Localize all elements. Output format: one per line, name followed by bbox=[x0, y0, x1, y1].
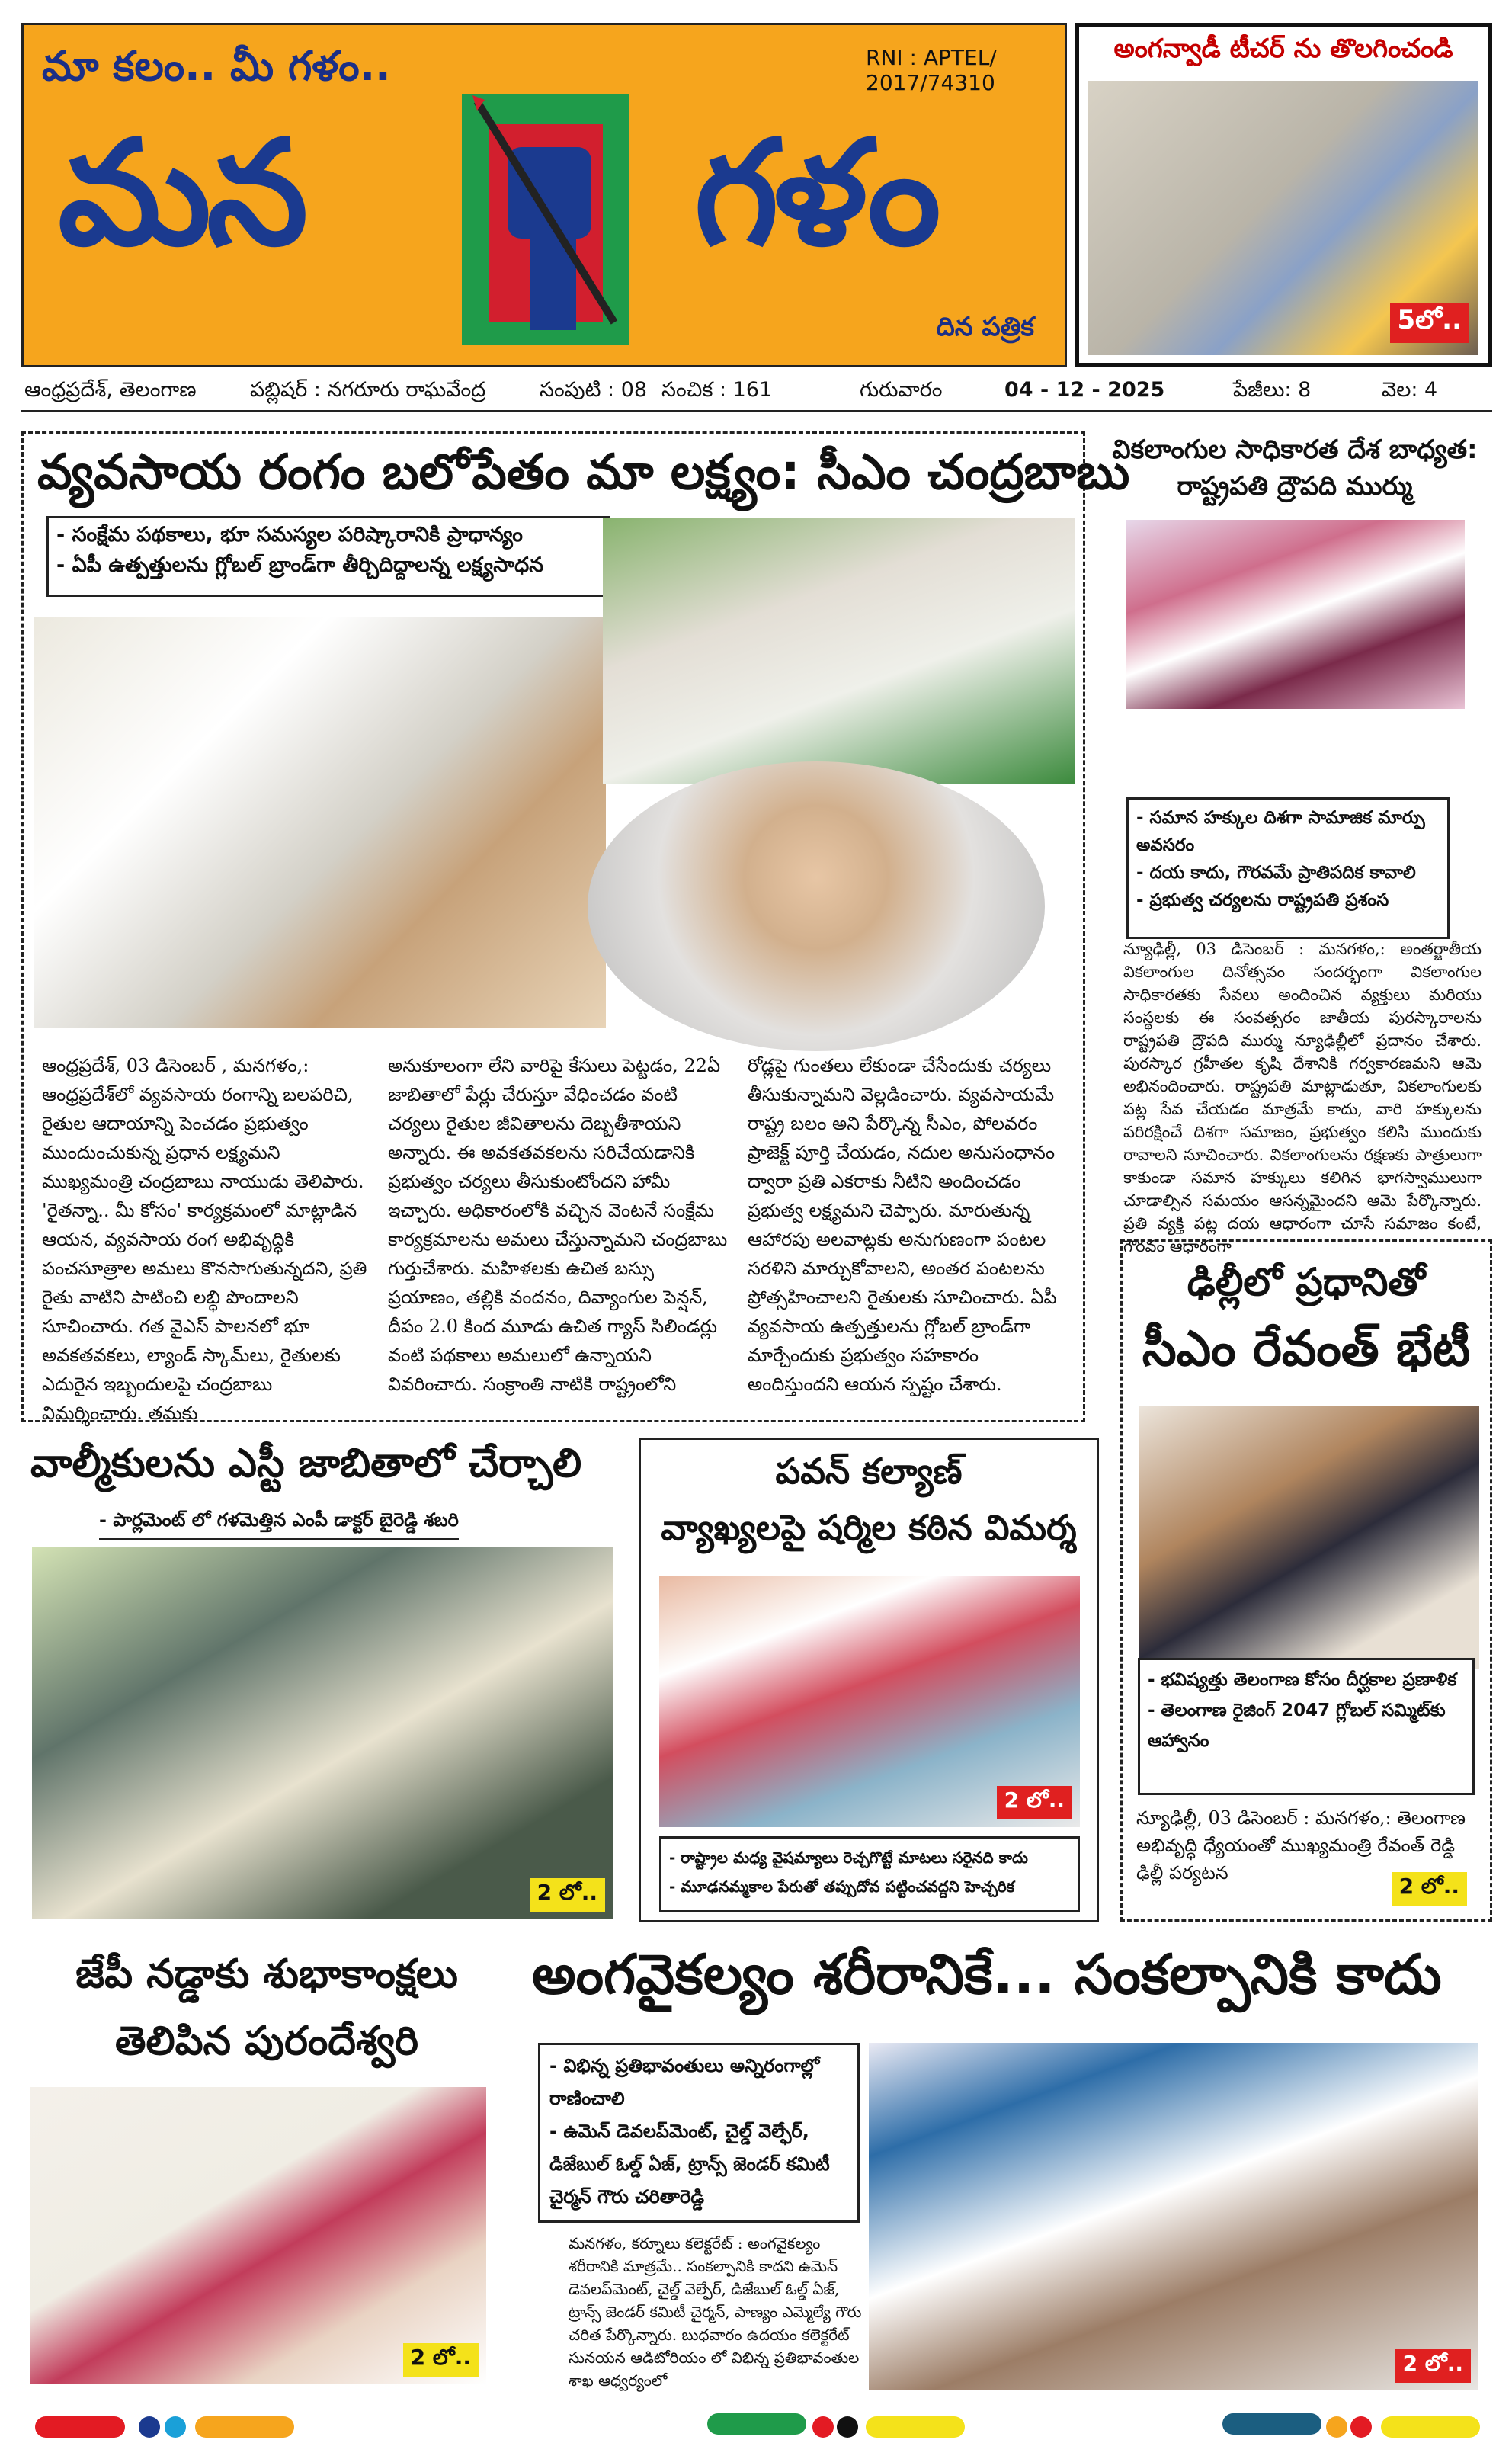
fist-pen-icon bbox=[462, 94, 629, 345]
president-photo bbox=[1126, 520, 1465, 709]
valmiki-page-ref[interactable]: 2 లో.. bbox=[530, 1878, 605, 1912]
issue-info-bar bbox=[21, 370, 1492, 412]
revanth-story bbox=[1120, 1239, 1492, 1922]
lead-body-column-3: రోడ్లపై గుంతలు లేకుండా చేసేందుకు చర్యలు తీసుకున్నామని వెల్లడించారు. వ్యవసాయమే రాష్ట్ర బలం అని పేర్కొన్న సీఎం, పోలవరం ప్రాజెక్ట్ పూర్తి చేయడం, నదుల అనుసంధానం ద్వారా ప్రతి ఎకరాకు నీటిని అందించడం ప్రభుత్వ లక్ష్యమని చెప్పారు. మారుతున్న ఆహారపు అలవాట్లకు అనుగుణంగా పంటల సరళిని మార్చుకోవాలని, అంతర పంటలను ప్రోత్సహించాలని రైతులకు సూచించారు. ఏపీ వ్యవసాయ ఉత్పత్తులను గ్లోబల్ బ్రాండ్‌గా మార్చేందుకు ప్రభుత్వం సహకారం అందిస్తుందని ఆయన స్పష్టం చేశారు. bbox=[748, 1055, 1057, 1395]
president-headline-line-1: వికలాంగుల సాధికారత దేశ బాధ్యత: bbox=[1112, 434, 1478, 465]
pawan-page-ref[interactable]: 2 లో.. bbox=[997, 1786, 1072, 1819]
president-headline[interactable] bbox=[1097, 431, 1492, 505]
footer-decor bbox=[195, 2416, 294, 2438]
footer-decor bbox=[837, 2416, 858, 2438]
nadda-headline-line-1[interactable]: జేపీ నడ్డాకు శుభాకాంక్షలు bbox=[75, 1951, 458, 1997]
revanth-page-ref[interactable]: 2 లో.. bbox=[1392, 1872, 1467, 1906]
revanth-bullet: - తెలంగాణ రైజింగ్ 2047 గ్లోబల్ సమ్మిట్‌కు ఆహ్వానం bbox=[1148, 1701, 1446, 1751]
footer-decor bbox=[707, 2413, 806, 2435]
masthead bbox=[21, 23, 1067, 367]
page-count: పేజీలు: 8 bbox=[1233, 378, 1312, 402]
lead-body-column-2: అనుకూలంగా లేని వారిపై కేసులు పెట్టడం, 22ఏ జాబితాలో పేర్లు చేరుస్తూ వేధించడం వంటి చర్యలు రైతుల జీవితాలను దెబ్బతీశాయని అన్నారు. ఈ అవకతవకలను సరిచేయడానికి ప్రభుత్వం చర్యలు తీసుకుంటోందని హామీ ఇచ్చారు. అధికారంలోకి వచ్చిన వెంటనే సంక్షేమ కార్యక్రమాలను అమలు చేస్తున్నామని చంద్రబాబు గుర్తుచేశారు. మహిళలకు ఉచిత బస్సు ప్రయాణం, తల్లికి వందనం, దివ్యాంగుల పెన్షన్, దీపం 2.0 కింద మూడు ఉచిత గ్యాస్ సిలిండర్లు వంటి పథకాలు అమలులో ఉన్నాయని వివరించారు. సంక్రాంతి నాటికి రాష్ట్రంలోని bbox=[388, 1055, 728, 1395]
disability-photo bbox=[869, 2043, 1478, 2390]
president-bullets bbox=[1126, 797, 1450, 939]
weekday: గురువారం bbox=[860, 378, 943, 402]
pawan-bullet: - రాష్ట్రాల మధ్య వైషమ్యాలు రెచ్చగొట్టే మాటలు సరైనది కాదు bbox=[669, 1848, 1028, 1867]
footer-decor bbox=[1350, 2416, 1372, 2438]
rni-number: RNI : APTEL/ 2017/74310 bbox=[866, 45, 997, 95]
lead-body-column-1: ఆంధ్రప్రదేశ్, 03 డిసెంబర్ , మనగళం,: ఆంధ్రప్రదేశ్‌లో వ్యవసాయ రంగాన్ని బలపరిచి, రైతుల ఆదాయాన్ని పెంచడం ప్రభుత్వం ముందుంచుకున్న ప్రధాన లక్ష్యమని ముఖ్యమంత్రి చంద్రబాబు నాయుడు తెలిపారు. 'రైతన్నా.. మీ కోసం' కార్యక్రమంలో మాట్లాడిన ఆయన, వ్యవసాయ రంగ అభివృద్ధికి పంచసూత్రాల అమలు కొనసాగుతున్నదని, ప్రతి రైతు వాటిని పాటించి లబ్ధి పొందాలని సూచించారు. గత వైఎస్ పాలనలో భూ అవకతవకలు, ల్యాండ్ స్కామ్‌లు, రైతులకు ఎదురైన ఇబ్బందులపై చంద్రబాబు విమర్శించారు. తమకు bbox=[42, 1055, 367, 1424]
brand-name-left: మన bbox=[58, 109, 304, 277]
lead-bullets bbox=[46, 516, 610, 597]
president-bullet: - సమాన హక్కుల దిశగా సామాజిక మార్పు అవసరం bbox=[1136, 808, 1425, 855]
footer-decor bbox=[812, 2416, 834, 2438]
valmiki-photo bbox=[32, 1547, 613, 1919]
revanth-headline-line-2[interactable]: సీఎం రేవంత్ భేటీ bbox=[1142, 1321, 1471, 1377]
footer-decor bbox=[139, 2416, 160, 2438]
revanth-bullets bbox=[1138, 1658, 1475, 1795]
nadda-headline-line-2[interactable]: తెలిపిన పురందేశ్వరి bbox=[115, 2018, 418, 2064]
revanth-photo bbox=[1139, 1406, 1479, 1669]
disability-headline[interactable]: అంగవైకల్యం శరీరానికే... సంకల్పానికి కాదు bbox=[532, 1942, 1442, 2006]
promo-title: అంగన్వాడీ టీచర్ ను తొలగించండి bbox=[1113, 34, 1453, 64]
disability-page-ref[interactable]: 2 లో.. bbox=[1395, 2349, 1471, 2383]
footer-decor bbox=[35, 2416, 125, 2438]
publisher: పబ్లిషర్ : నగరూరు రాఘవేంద్ర bbox=[250, 378, 486, 402]
disability-bullet: - విభిన్న ప్రతిభావంతులు అన్నిరంగాల్లో రాణించాలి bbox=[549, 2055, 820, 2109]
lead-photo-exhibit bbox=[34, 617, 606, 1028]
disability-bullets bbox=[538, 2043, 860, 2223]
promo-page-ref[interactable]: 5లో.. bbox=[1390, 303, 1469, 343]
issue-date: 04 - 12 - 2025 bbox=[1004, 378, 1165, 402]
footer-decor bbox=[1381, 2416, 1480, 2438]
volume: సంపుటి : 08 bbox=[540, 378, 648, 402]
pawan-bullets bbox=[659, 1836, 1080, 1912]
tagline: మా కలం.. మీ గళం.. bbox=[42, 42, 391, 90]
pawan-story bbox=[639, 1438, 1099, 1922]
president-bullet: - ప్రభుత్వ చర్యలను రాష్ట్రపతి ప్రశంస bbox=[1136, 890, 1389, 910]
nadda-page-ref[interactable]: 2 లో.. bbox=[403, 2343, 479, 2377]
lead-headline[interactable]: వ్యవసాయ రంగం బలోపేతం మా లక్ష్యం: సీఎం చంద్రబాబు bbox=[37, 444, 1130, 501]
lead-photo-farmers bbox=[603, 518, 1075, 784]
issue-number: సంచిక : 161 bbox=[662, 378, 773, 402]
pawan-headline-line-1[interactable]: పవన్ కల్యాణ్ bbox=[775, 1451, 963, 1492]
daily-label: దిన పత్రిక bbox=[936, 312, 1034, 342]
price: వెల: 4 bbox=[1382, 378, 1438, 402]
pawan-headline-line-2[interactable]: వ్యాఖ్యలపై షర్మిల కఠిన విమర్శ bbox=[661, 1507, 1077, 1548]
valmiki-headline[interactable]: వాల్మీకులను ఎస్టీ జాబితాలో చేర్చాలి bbox=[30, 1441, 582, 1486]
footer-decor bbox=[1222, 2413, 1321, 2435]
disability-body: మనగళం, కర్నూలు కలెక్టరేట్ : అంగవైకల్యం శరీరానికి మాత్రమే.. సంకల్పానికి కాదని ఉమెన్ డెవలప్‌మెంట్, చైల్డ్ వెల్ఫేర్, డిజేబుల్ ఓల్డ్ ఏజ్, ట్రాన్స్ జెండర్ కమిటీ చైర్మన్, పాణ్యం ఎమ్మెల్యే గౌరు చరిత పేర్కొన్నారు. బుధవారం ఉదయం కలెక్టరేట్ సునయన ఆడిటోరియం లో విభిన్న ప్రతిభావంతుల శాఖ ఆధ్వర్యంలో bbox=[569, 2234, 862, 2390]
footer-decor bbox=[165, 2416, 186, 2438]
pawan-bullet: - మూఢనమ్మకాల పేరుతో తప్పుదోవ పట్టించవద్దని హెచ్చరిక bbox=[669, 1877, 1015, 1896]
footer-decor bbox=[866, 2416, 965, 2438]
president-bullet: - దయ కాదు, గౌరవమే ప్రాతిపదిక కావాలి bbox=[1136, 863, 1416, 883]
lead-story bbox=[21, 431, 1130, 1424]
revanth-bullet: - భవిష్యత్తు తెలంగాణ కోసం దీర్ఘకాల ప్రణాళిక bbox=[1148, 1670, 1457, 1690]
brand-name-right: గళం bbox=[694, 109, 937, 277]
pawan-photo bbox=[659, 1576, 1080, 1827]
valmiki-subhead: - పార్లమెంట్ లో గళమెత్తిన ఎంపీ డాక్టర్ బైరెడ్డి శబరి bbox=[99, 1509, 459, 1540]
president-headline-line-2: రాష్ట్రపతి ద్రౌపది ముర్ము bbox=[1177, 471, 1413, 502]
disability-bullet: - ఉమెన్ డెవలప్‌మెంట్, చైల్డ్ వెల్ఫేర్, డిజేబుల్ ఓల్డ్ ఏజ్, ట్రాన్స్ జెండర్ కమిటీ చైర్మన్ గౌరు చరితారెడ్డి bbox=[549, 2121, 830, 2207]
lead-bullet: - సంక్షేమ పథకాలు, భూ సమస్యల పరిష్కారానికి ప్రాధాన్యం bbox=[56, 523, 523, 547]
footer-decor bbox=[1326, 2416, 1347, 2438]
nadda-photo bbox=[30, 2087, 486, 2384]
region: ఆంధ్రప్రదేశ్, తెలంగాణ bbox=[24, 378, 197, 402]
revanth-headline-line-1[interactable]: ఢిల్లీలో ప్రధానితో bbox=[1187, 1260, 1426, 1304]
lead-photo-portrait bbox=[588, 761, 1045, 1051]
revanth-body: న్యూఢిల్లీ, 03 డిసెంబర్ : మనగళం,: తెలంగాణ అభివృద్ధి ధ్యేయంతో ముఖ్యమంత్రి రేవంత్ రెడ్డి ఢిల్లీ పర్యటన bbox=[1136, 1807, 1466, 1884]
lead-bullet: - ఏపీ ఉత్పత్తులను గ్లోబల్ బ్రాండ్‌గా తీర్చిదిద్దాలన్న లక్ష్యసాధన bbox=[56, 553, 544, 577]
promo-box[interactable] bbox=[1075, 23, 1492, 367]
president-body: న్యూఢిల్లీ, 03 డిసెంబర్ : మనగళం,: అంతర్జాతీయ వికలాంగుల దినోత్సవం సందర్భంగా వికలాంగుల సాధికారతకు సేవలు అందించిన వ్యక్తులు మరియు సంస్థలకు ఈ సంవత్సరం జాతీయ పురస్కారాలను రాష్ట్రపతి ద్రౌపది ముర్ము న్యూఢిల్లీలో ప్రదానం చేశారు. పురస్కార గ్రహీతల కృషి దేశానికి గర్వకారణమని ఆమె అభినందించారు. రాష్ట్రపతి మాట్లాడుతూ, వికలాంగులకు పట్ల సేవ చేయడం మాత్రమే కాదు, వారి హక్కులను పరిరక్షించే దిశగా సమాజం, ప్రభుత్వం కలిసి ముందుకు రావాలని సూచించారు. వికలాంగులను రక్షణకు పాత్రులుగా కాకుండా సమాన హక్కులు కలిగిన భాగస్వాములుగా చూడాల్సిన సమయం ఆసన్నమైందని ఆమె పేర్కొన్నారు. ప్రతి వ్యక్తి పట్ల దయ ఆధారంగా చూసే సమాజం కంటే, గౌరవం ఆధారంగా bbox=[1123, 940, 1482, 1255]
